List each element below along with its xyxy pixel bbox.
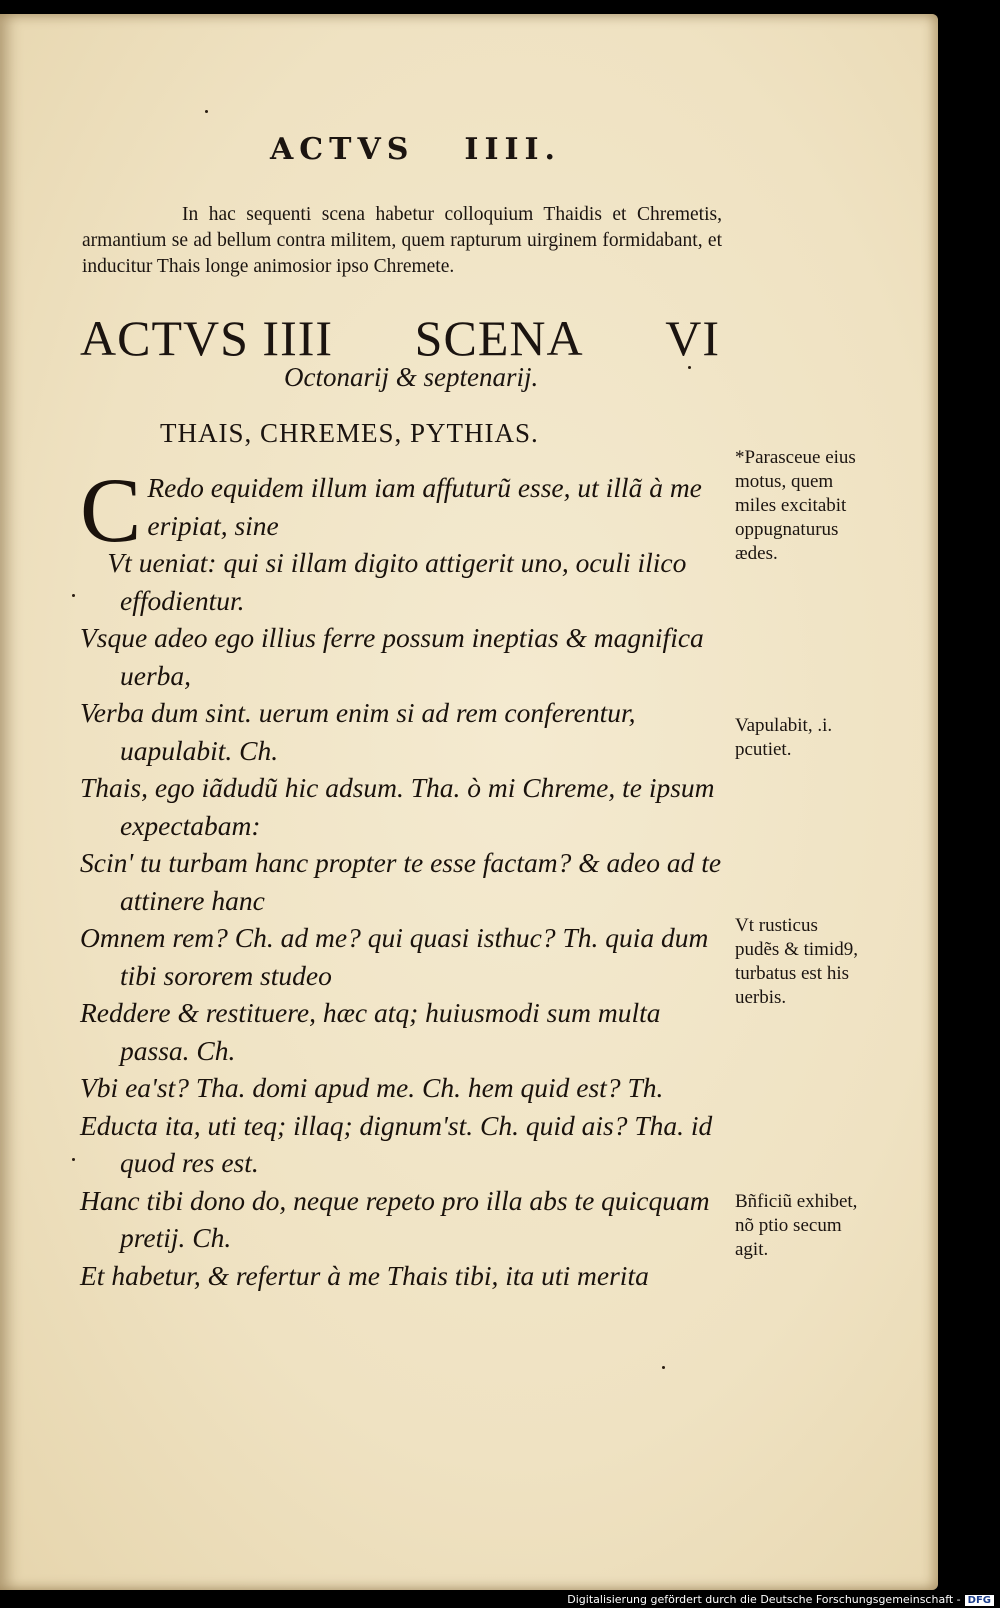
- dramatis-personae: THAIS, CHREMES, PYTHIAS.: [160, 418, 539, 448]
- running-head-number: IIII.: [464, 132, 561, 167]
- verse-line: Vbi ea'st? Tha. domi apud me. Ch. hem quid est? Th.: [80, 1072, 664, 1103]
- book-page: [0, 14, 938, 1590]
- verse-line: Verba dum sint. uerum enim si ad rem conferentur, uapulabit. Ch.: [80, 697, 636, 766]
- act-label: ACTVS IIII: [80, 310, 334, 366]
- verse-line: Thais, ego iãdudũ hic adsum. Tha. ò mi Chreme, te ipsum expectabam:: [80, 772, 715, 841]
- dfg-logo: DFG: [965, 1595, 994, 1606]
- digitization-credit: [567, 1593, 994, 1606]
- running-head-label: ACTVS: [270, 132, 415, 167]
- verse-line-part: Redo equidem illum iam affuturũ esse, ut illã à me: [147, 472, 702, 503]
- verse-line: Scin' tu turbam hanc propter te esse factam? & adeo ad te attinere hanc: [80, 847, 722, 916]
- ink-speck: [688, 366, 691, 369]
- ink-speck: [205, 110, 208, 113]
- marginal-gloss: *Parasceue eius motus, quem miles excitabit oppugnaturus ædes.: [735, 447, 856, 564]
- verse-line: [80, 459, 725, 561]
- verse-line: Vsque adeo ego illius ferre possum ineptias & magnifica uerba,: [80, 622, 704, 691]
- verse-line: Et habetur, & refertur à me Thais tibi, ita uti merita: [80, 1259, 649, 1291]
- ink-speck: [72, 1158, 75, 1161]
- scene-summary: In hac sequenti scena habetur colloquium Thaidis et Chremetis, armantium se ad bellum contra militem, quem rapturum uirginem formidabant, et inducitur Thais longe animosior ipso Chremete.: [82, 204, 722, 277]
- verse-line-part: eripiat, sine: [147, 509, 279, 541]
- credit-text: Digitalisierung gefördert durch die Deutsche Forschungsgemeinschaft -: [567, 1593, 961, 1606]
- running-head: [270, 132, 561, 167]
- marginal-gloss: Bñficiũ exhibet, nõ ptio secum agit.: [735, 1191, 858, 1260]
- verse-line: Educta ita, uti teq; illaq; dignum'st. Ch. quid ais? Tha. id quod res est.: [80, 1109, 713, 1178]
- ink-speck: [72, 594, 75, 597]
- drop-capital: C: [80, 459, 142, 561]
- verse-line: Vt ueniat: qui si illam digito attigerit uno, oculi ilico effodientur.: [107, 547, 687, 616]
- verse-text: [80, 459, 725, 1294]
- verse-line: Hanc tibi dono do, neque repeto pro illa abs te quicquam pretij. Ch.: [80, 1184, 710, 1253]
- scene-label: SCENA: [414, 310, 584, 366]
- verse-line: Reddere & restituere, hæc atq; huiusmodi sum multa passa. Ch.: [80, 997, 661, 1066]
- meter-note: Octonarij & septenarij.: [284, 362, 539, 392]
- marginal-gloss: Vapulabit, .i. pcutiet.: [735, 715, 833, 760]
- scene-number: VI: [665, 310, 720, 366]
- marginal-gloss: Vt rusticus pudẽs & timid9, turbatus est his uerbis.: [735, 915, 858, 1008]
- verse-line: Omnem rem? Ch. ad me? qui quasi isthuc? Th. quia dum tibi sororem studeo: [80, 922, 709, 991]
- ink-speck: [662, 1366, 665, 1369]
- scene-title: [80, 310, 720, 366]
